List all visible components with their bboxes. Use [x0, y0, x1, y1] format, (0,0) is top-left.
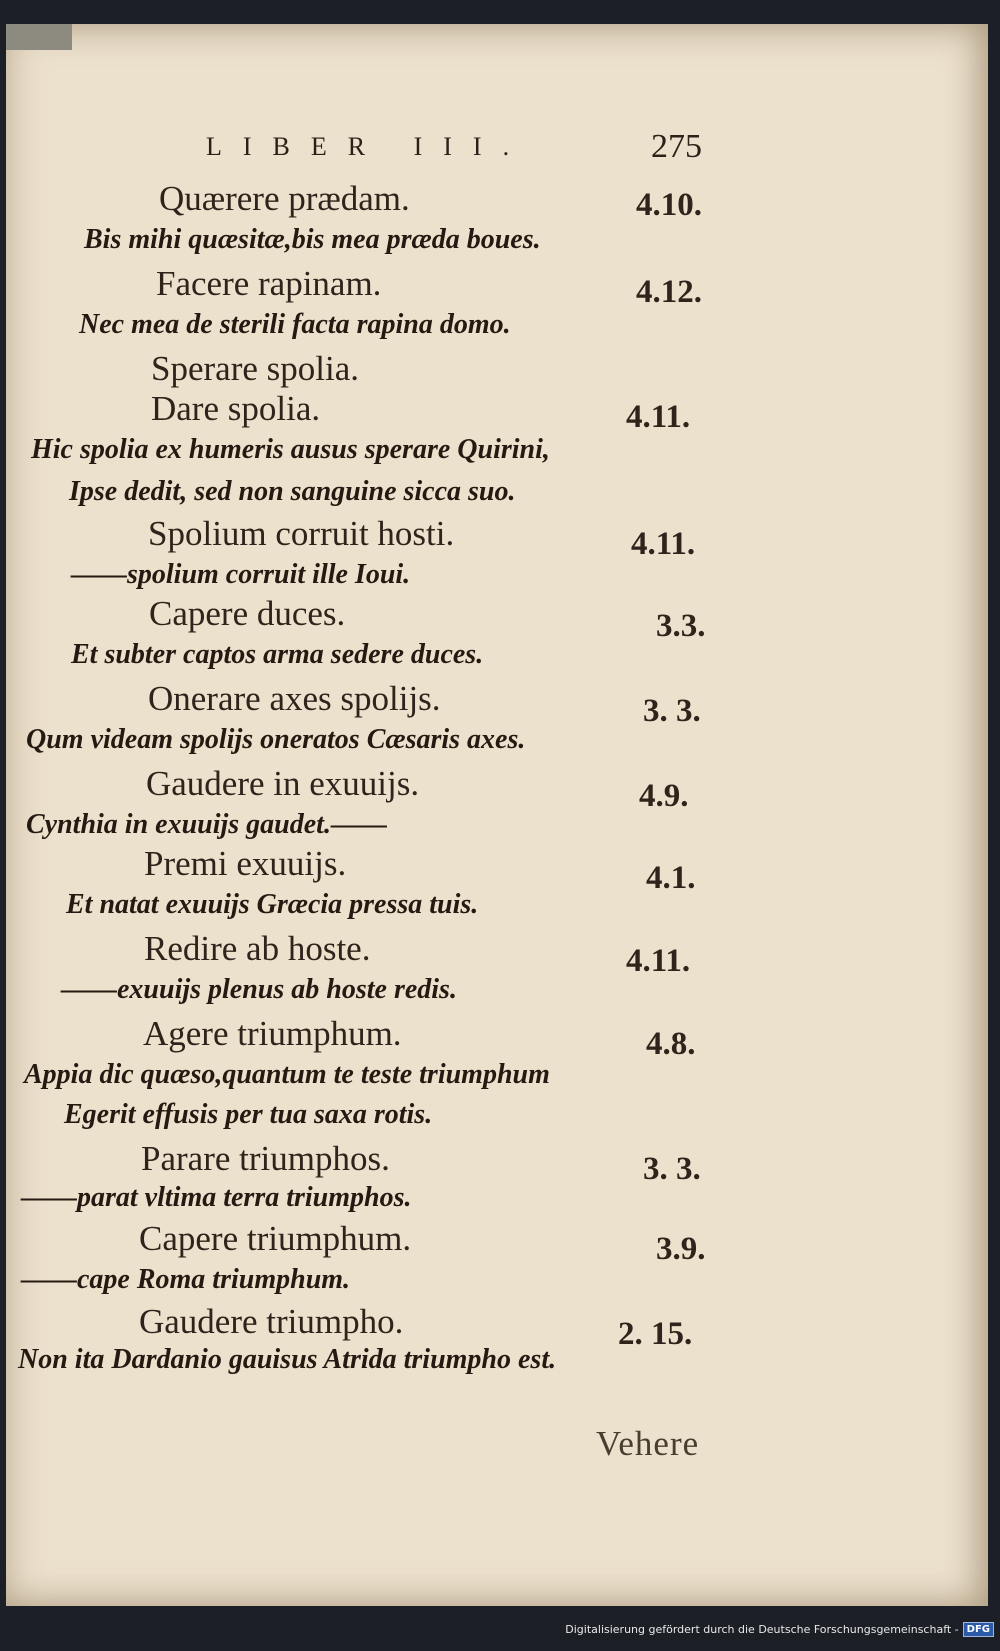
reference-number: 2. 15. — [618, 1316, 693, 1352]
lemma-line — [6, 1219, 988, 1267]
quotation-text: ——spolium corruit ille Ioui. — [71, 559, 411, 590]
lemma-text: Spolium corruit hosti. — [148, 514, 455, 553]
quotation-text: Hic spolia ex humeris ausus sperare Quirini, — [31, 434, 550, 465]
lemma-line — [6, 1014, 988, 1062]
lemma-text: Premi exuuijs. — [144, 844, 347, 883]
quotation-text: ——cape Roma triumphum. — [21, 1264, 351, 1295]
lemma-line — [6, 594, 988, 644]
reference-number: 4.11. — [626, 943, 691, 979]
lemma-line — [6, 514, 988, 562]
quotation-line — [6, 1344, 988, 1388]
quotation-text: ——parat vltima terra triumphos. — [21, 1182, 412, 1213]
text-body — [6, 24, 988, 1606]
lemma-line — [6, 844, 988, 896]
lemma-line — [6, 264, 988, 308]
lemma-line — [6, 764, 988, 814]
lemma-text: Redire ab hoste. — [144, 929, 371, 968]
quotation-line — [6, 889, 988, 933]
quotation-line — [6, 639, 988, 683]
lemma-line — [6, 929, 988, 979]
lemma-text: Capere duces. — [149, 594, 346, 633]
lemma-line — [6, 679, 988, 729]
quotation-text: Non ita Dardanio gauisus Atrida triumpho est. — [18, 1344, 557, 1375]
reference-number: 3. 3. — [643, 693, 701, 729]
running-head-title: LIBER III. — [206, 132, 531, 161]
dfg-logo: DFG — [963, 1622, 994, 1637]
quotation-line — [6, 1059, 988, 1103]
quotation-text: Nec mea de sterili facta rapina domo. — [79, 309, 511, 340]
lemma-text: Sperare spolia. — [151, 349, 359, 388]
lemma-text: Onerare axes spolijs. — [148, 679, 441, 718]
footer-credit — [565, 1622, 994, 1637]
quotation-line — [6, 1099, 988, 1143]
quotation-text: Cynthia in exuuijs gaudet.—— — [26, 809, 387, 840]
quotation-text: Bis mihi quæsitæ,bis mea præda boues. — [84, 224, 541, 255]
quotation-text: Qum videam spolijs oneratos Cæsaris axes. — [26, 724, 526, 755]
quotation-line — [6, 434, 988, 478]
reference-number: 4.12. — [636, 274, 702, 310]
lemma-line — [6, 389, 988, 433]
quotation-text: Ipse dedit, sed non sanguine sicca suo. — [69, 476, 516, 507]
lemma-text: Quærere prædam. — [159, 179, 410, 218]
catchword: Vehere — [596, 1424, 700, 1463]
lemma-line — [6, 1302, 988, 1352]
quotation-text: Egerit effusis per tua saxa rotis. — [64, 1099, 433, 1130]
lemma-text: Capere triumphum. — [139, 1219, 412, 1258]
reference-number: 3.3. — [656, 608, 706, 644]
lemma-text: Facere rapinam. — [156, 264, 382, 303]
book-page — [6, 24, 988, 1606]
reference-number: 4.8. — [646, 1026, 696, 1062]
quotation-text: Et subter captos arma sedere duces. — [71, 639, 484, 670]
reference-number: 4.1. — [646, 860, 696, 896]
reference-number: 3.9. — [656, 1231, 706, 1267]
lemma-text: Parare triumphos. — [141, 1139, 390, 1178]
quotation-line — [6, 974, 988, 1018]
lemma-text: Agere triumphum. — [143, 1014, 402, 1053]
quotation-text: ——exuuijs plenus ab hoste redis. — [61, 974, 457, 1005]
quotation-text: Et natat exuuijs Græcia pressa tuis. — [66, 889, 479, 920]
reference-number: 4.11. — [631, 526, 696, 562]
lemma-text: Gaudere triumpho. — [139, 1302, 404, 1341]
lemma-line — [6, 179, 988, 223]
lemma-text: Gaudere in exuuijs. — [146, 764, 420, 803]
quotation-text: Appia dic quæso,quantum te teste triumphum — [24, 1059, 550, 1090]
reference-number: 3. 3. — [643, 1151, 701, 1187]
page-number: 275 — [651, 128, 702, 165]
reference-number: 4.10. — [636, 187, 702, 223]
quotation-line — [6, 309, 988, 353]
quotation-line — [6, 224, 988, 268]
footer-credit-text: Digitalisierung gefördert durch die Deutsche Forschungsgemeinschaft - — [565, 1623, 959, 1636]
lemma-text: Dare spolia. — [151, 389, 321, 428]
reference-number: 4.11. — [626, 399, 691, 435]
lemma-line — [6, 1139, 988, 1187]
quotation-line — [6, 724, 988, 768]
lemma-line — [6, 349, 988, 393]
reference-number: 4.9. — [639, 778, 689, 814]
